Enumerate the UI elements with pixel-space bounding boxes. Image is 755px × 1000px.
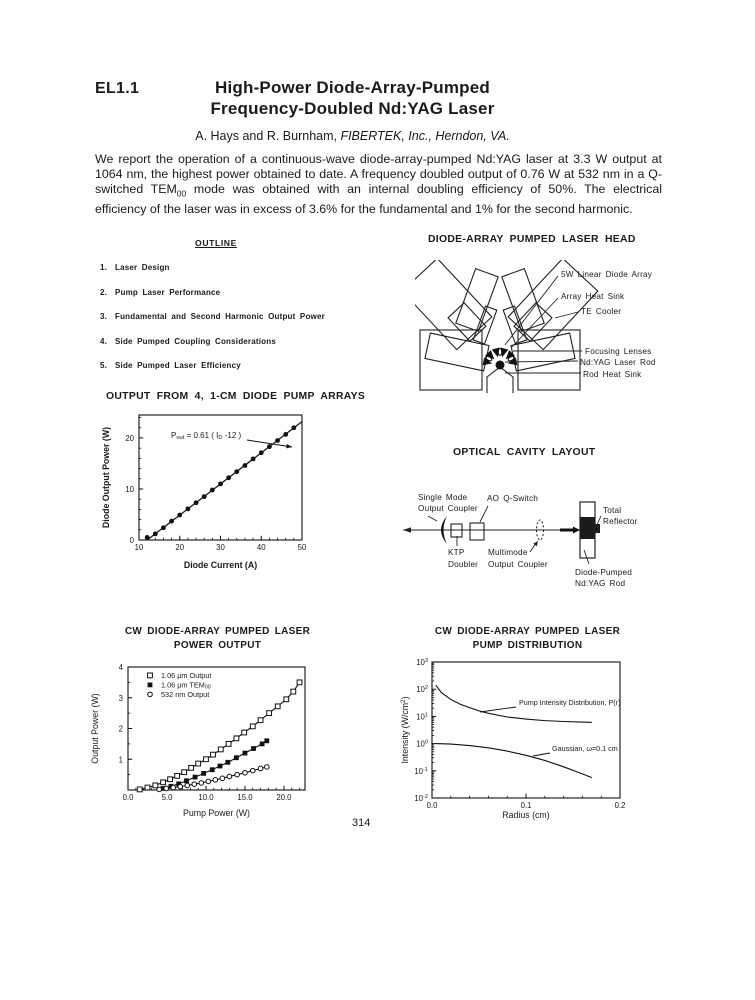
svg-text:0: 0 xyxy=(129,536,134,545)
label-ktp-1: KTP xyxy=(448,548,465,557)
svg-text:2: 2 xyxy=(118,724,123,734)
svg-text:5.0: 5.0 xyxy=(161,793,173,802)
svg-text:Pump Intensity Distribution, P: Pump Intensity Distribution, P(r) xyxy=(519,698,621,707)
svg-text:0.1: 0.1 xyxy=(520,801,532,810)
outline-item: 5. Side Pumped Laser Efficiency xyxy=(100,361,241,370)
svg-text:1.06 μm TEM00: 1.06 μm TEM00 xyxy=(161,680,211,691)
svg-text:15.0: 15.0 xyxy=(237,793,253,802)
svg-text:10: 10 xyxy=(125,484,134,494)
svg-text:Output Power (W): Output Power (W) xyxy=(90,693,100,764)
svg-text:20.0: 20.0 xyxy=(276,793,292,802)
svg-text:Pump Power (W): Pump Power (W) xyxy=(183,808,250,818)
cavity-diagram xyxy=(400,480,680,600)
label-total-reflector-1: Total xyxy=(603,506,622,515)
label-single-mode-2: Output Coupler xyxy=(418,504,478,513)
session-code: EL1.1 xyxy=(95,80,140,97)
svg-text:0.0: 0.0 xyxy=(426,801,438,810)
svg-text:20: 20 xyxy=(175,543,185,552)
label-rod-heat-sink: Rod Heat Sink xyxy=(583,370,642,379)
svg-text:Diode Current (A): Diode Current (A) xyxy=(183,560,258,570)
label-array-heat-sink: Array Heat Sink xyxy=(561,292,625,301)
outline-item: 1. Laser Design xyxy=(100,263,170,272)
label-total-reflector-2: Reflector xyxy=(603,517,638,526)
pump-distribution-chart xyxy=(400,648,650,828)
authors-affiliation: FIBERTEK, Inc., Herndon, VA. xyxy=(340,129,510,143)
svg-text:1: 1 xyxy=(118,755,123,765)
pumped-region xyxy=(580,517,595,539)
svg-text:50: 50 xyxy=(297,543,307,552)
svg-text:Radius (cm): Radius (cm) xyxy=(502,810,550,820)
outline-item: 3. Fundamental and Second Harmonic Output Power xyxy=(100,312,325,321)
laser-head-diagram xyxy=(415,260,670,398)
cavity-title: OPTICAL CAVITY LAYOUT xyxy=(453,447,596,458)
svg-text:40: 40 xyxy=(256,543,266,552)
laser-rod-dot xyxy=(496,361,505,370)
svg-text:10: 10 xyxy=(134,543,144,552)
authors-line xyxy=(95,129,610,143)
ao-qswitch-box xyxy=(470,523,484,540)
outline-item: 2. Pump Laser Performance xyxy=(100,287,221,297)
svg-text:532 nm Output: 532 nm Output xyxy=(161,690,210,699)
svg-text:102: 102 xyxy=(416,685,428,695)
svg-text:4: 4 xyxy=(118,663,123,672)
svg-text:Pout = 0.61 ( ID -12 ): Pout = 0.61 ( ID -12 ) xyxy=(171,431,242,442)
label-laser-rod: Nd:YAG Laser Rod xyxy=(580,358,656,367)
svg-text:101: 101 xyxy=(416,712,428,722)
laser-head-title: DIODE-ARRAY PUMPED LASER HEAD xyxy=(428,234,636,245)
diode-output-chart-title: OUTPUT FROM 4, 1-CM DIODE PUMP ARRAYS xyxy=(106,391,366,402)
svg-text:10-1: 10-1 xyxy=(414,766,428,776)
label-rod-1: Diode-Pumped xyxy=(575,568,633,577)
paper-title-line2: Frequency-Doubled Nd:YAG Laser xyxy=(210,98,495,118)
label-focusing-lenses: Focusing Lenses xyxy=(585,347,652,356)
svg-text:103: 103 xyxy=(416,658,428,667)
svg-text:1.06 μm Output: 1.06 μm Output xyxy=(161,671,212,680)
paper-title xyxy=(115,78,590,119)
abstract-text: We report the operation of a continuous-wave diode-array-pumped Nd:YAG laser at 3.3 W output at 1064 nm, the highest power obtained to date. A frequency doubled output of 0.76 W at 532 nm in a Q-switched $TEM_{00}$ mode was obtained with an internal doubling efficiency of 50%. The electrical efficiency of the laser was in excess of 3.6% for the fundamental and 1% for the second harmonic. xyxy=(95,152,662,216)
outline-item: 4. Side Pumped Coupling Considerations xyxy=(100,336,277,346)
svg-text:3: 3 xyxy=(118,693,123,703)
label-multimode-1: Multimode xyxy=(488,548,528,557)
svg-text:20: 20 xyxy=(125,433,134,443)
svg-text:100: 100 xyxy=(416,739,428,749)
pump-beam-arrow xyxy=(573,527,580,534)
power-output-chart xyxy=(90,652,325,822)
label-rod-2: Nd:YAG Rod xyxy=(575,579,626,588)
label-multimode-2: Output Coupler xyxy=(488,560,548,569)
diode-output-chart xyxy=(95,388,340,573)
output-beam-arrow xyxy=(403,527,411,532)
pump-distribution-chart-title2: PUMP DISTRIBUTION xyxy=(472,640,583,651)
power-output-chart-title2: POWER OUTPUT xyxy=(173,640,262,651)
svg-text:Diode Output Power (W): Diode Output Power (W) xyxy=(101,426,111,529)
label-single-mode-1: Single Mode xyxy=(418,493,468,502)
svg-text:0.0: 0.0 xyxy=(122,793,134,802)
svg-text:10-2: 10-2 xyxy=(414,794,428,803)
label-ktp-2: Doubler xyxy=(448,560,479,569)
label-diode-array: 5W Linear Diode Array xyxy=(561,270,653,279)
svg-text:Gaussian, ω=0.1 cm: Gaussian, ω=0.1 cm xyxy=(552,744,618,753)
pump-distribution-chart-title1: CW DIODE-ARRAY PUMPED LASER xyxy=(434,626,621,637)
power-output-chart-title1: CW DIODE-ARRAY PUMPED LASER xyxy=(124,626,311,637)
label-te-cooler: TE Cooler xyxy=(581,307,622,316)
svg-text:Intensity (W/cm2): Intensity (W/cm2) xyxy=(400,696,410,764)
svg-text:10.0: 10.0 xyxy=(198,793,214,802)
svg-text:0.2: 0.2 xyxy=(614,801,626,810)
paper-title-line1: High-Power Diode-Array-Pumped xyxy=(215,78,490,97)
page-number: 314 xyxy=(352,817,371,829)
outline-heading: OUTLINE xyxy=(195,238,237,248)
total-reflector-mark xyxy=(595,524,600,533)
outline-section xyxy=(100,238,332,386)
label-ao-qswitch: AO Q-Switch xyxy=(487,494,539,503)
svg-text:30: 30 xyxy=(216,543,225,552)
authors-names: A. Hays and R. Burnham, xyxy=(195,129,341,143)
